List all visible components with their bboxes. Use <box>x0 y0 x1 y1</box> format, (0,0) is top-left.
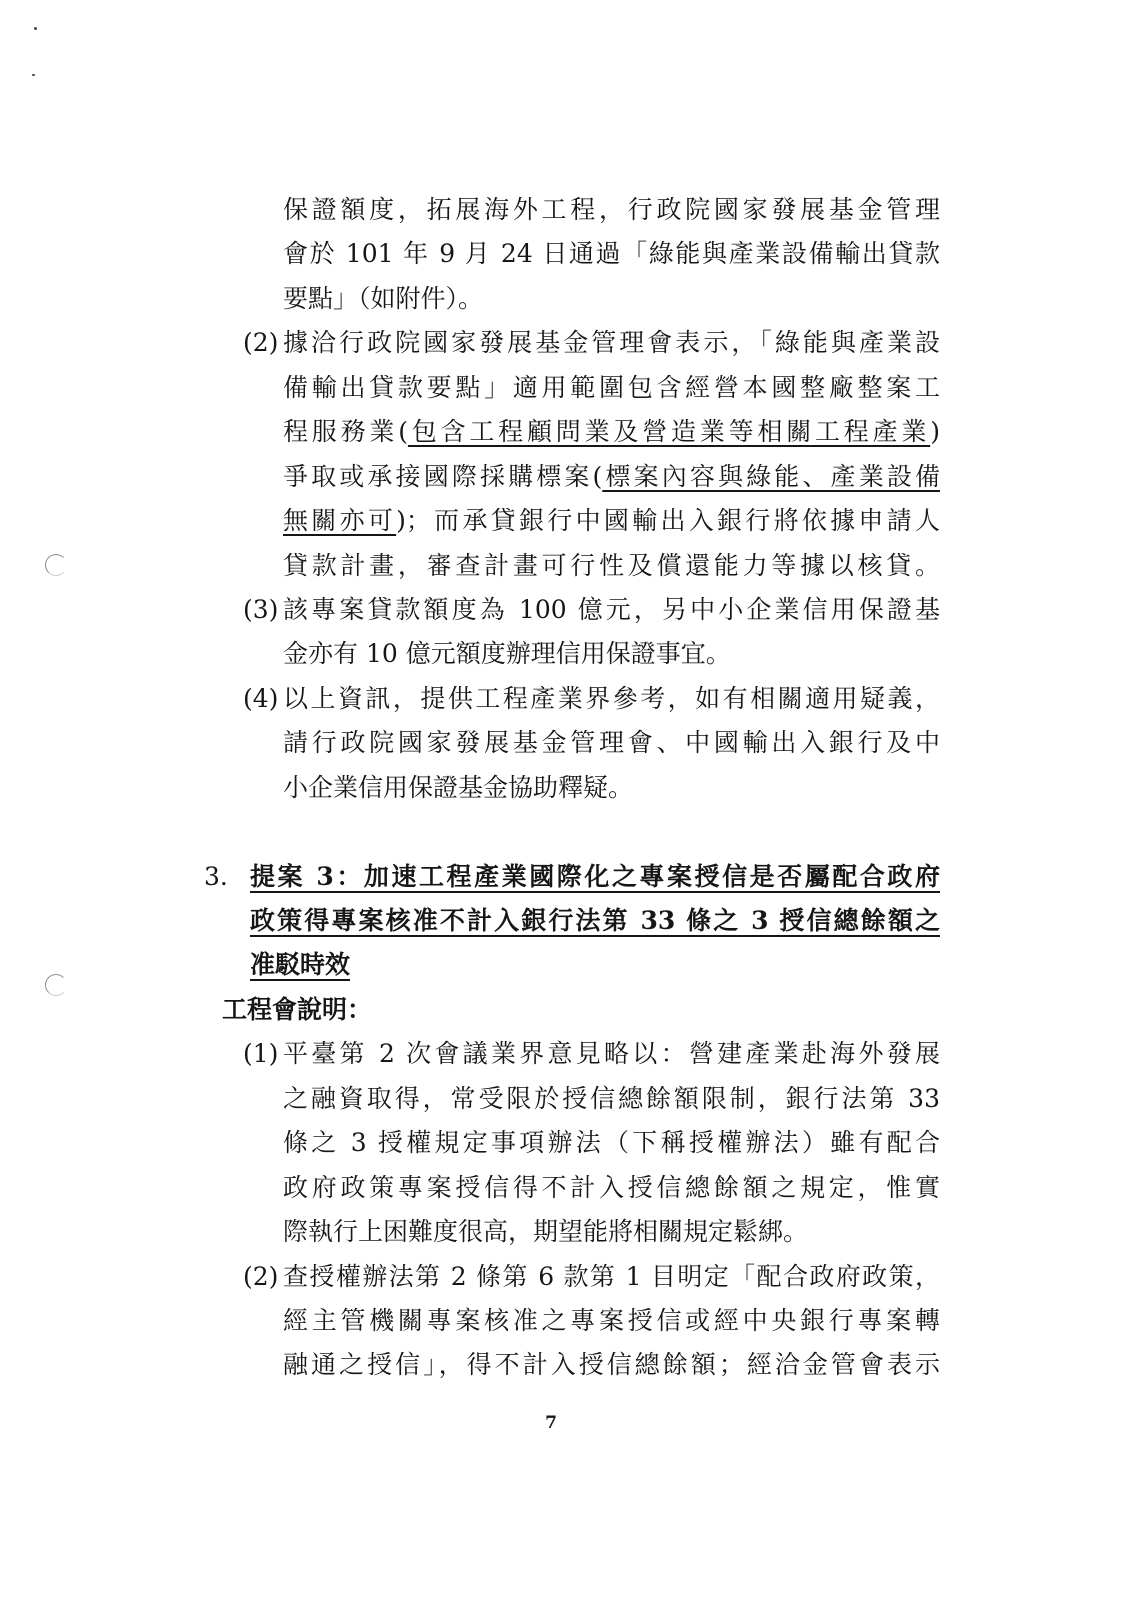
text-line <box>0 277 1131 321</box>
paragraph-line <box>283 455 940 499</box>
blank-line <box>0 810 1131 854</box>
paragraph-line: 查授權辦法第 2 條第 6 款第 1 目明定「配合政府政策， <box>283 1261 940 1291</box>
text-line <box>0 232 1131 276</box>
text-line <box>0 1343 1131 1387</box>
text-line <box>0 1121 1131 1165</box>
scan-speck <box>32 74 35 76</box>
proposal-item-1 <box>0 1032 1131 1076</box>
text-line <box>0 899 1131 943</box>
proposal-heading <box>0 855 1131 899</box>
paragraph-line: 政府政策專案授信得不計入授信總餘額之規定，惟實 <box>283 1172 940 1202</box>
explanation-label: 工程會說明： <box>222 994 373 1024</box>
text-line <box>0 1210 1131 1254</box>
item-marker: (4) <box>243 683 279 713</box>
text-line <box>0 1077 1131 1121</box>
proposal-title-line: 准駁時效 <box>250 950 351 980</box>
paragraph-line: 際執行上困難度很高，期望能將相關規定鬆綁。 <box>283 1217 809 1247</box>
text-line <box>0 766 1131 810</box>
proposal-title-line: 提案 3：加速工程產業國際化之專案授信是否屬配合政府 <box>250 861 940 891</box>
text-line <box>0 544 1131 588</box>
text-line <box>0 943 1131 987</box>
paragraph-line: 小企業信用保證基金協助釋疑。 <box>283 772 634 802</box>
paragraph-line: 據洽行政院國家發展基金管理會表示，「綠能與產業設 <box>283 328 940 358</box>
text-line <box>0 988 1131 1032</box>
document-body <box>0 188 1131 1388</box>
text-line <box>0 366 1131 410</box>
text-line <box>0 410 1131 454</box>
text-line <box>0 188 1131 232</box>
paragraph-line: 要點」（如附件）。 <box>283 283 484 313</box>
text-line <box>0 455 1131 499</box>
paragraph-line: 請行政院國家發展基金管理會、中國輸出入銀行及中 <box>283 728 940 758</box>
paragraph-line: 該專案貸款額度為 100 億元，另中小企業信用保證基 <box>283 594 940 624</box>
text-line <box>0 1166 1131 1210</box>
paragraph-line: 備輸出貸款要點」適用範圍包含經營本國整廠整案工 <box>283 372 940 402</box>
text-line <box>0 632 1131 676</box>
underlined-segment: 無關亦可 <box>283 506 397 536</box>
paragraph-line: 金亦有 10 億元額度辦理信用保證事宜。 <box>283 639 731 669</box>
paragraph-line: 經主管機關專案核准之專案授信或經中央銀行專案轉 <box>283 1305 940 1335</box>
text-line <box>0 499 1131 543</box>
underlined-segment: 包含工程顧問業及營造業等相關工程產業 <box>407 417 931 447</box>
paragraph-line: 之融資取得，常受限於授信總餘額限制，銀行法第 33 <box>283 1083 940 1113</box>
paragraph-line: 以上資訊，提供工程產業界參考，如有相關適用疑義， <box>283 683 940 713</box>
proposal-number: 3. <box>204 861 228 891</box>
paragraph-line: 條之 3 授權規定事項辦法（下稱授權辦法）雖有配合 <box>283 1128 940 1158</box>
text-segment: ) <box>930 417 940 447</box>
paragraph-line: 貸款計畫，審查計畫可行性及償還能力等據以核貸。 <box>283 550 940 580</box>
list-item-4 <box>0 677 1131 721</box>
item-marker: (1) <box>243 1039 279 1069</box>
text-line <box>0 721 1131 765</box>
paragraph-line: 平臺第 2 次會議業界意見略以：營建產業赴海外發展 <box>283 1039 940 1069</box>
item-marker: (3) <box>243 594 279 624</box>
paragraph-line: 會於 101 年 9 月 24 日通過「綠能與產業設備輸出貸款 <box>283 239 940 269</box>
paragraph-line <box>283 410 940 454</box>
text-segment: 爭取或承接國際採購標案( <box>283 461 603 491</box>
underlined-segment: 標案內容與綠能、產業設備 <box>602 461 940 491</box>
list-item-3 <box>0 588 1131 632</box>
page-number: 7 <box>545 1413 557 1433</box>
proposal-title-line: 政策得專案核准不計入銀行法第 33 條之 3 授信總餘額之 <box>250 906 940 935</box>
text-line <box>0 1299 1131 1343</box>
item-marker: (2) <box>243 328 279 358</box>
paragraph-line <box>283 499 940 543</box>
paragraph-line: 融通之授信」，得不計入授信總餘額；經洽金管會表示 <box>283 1350 940 1380</box>
text-segment: 程服務業( <box>283 417 408 447</box>
list-item-2 <box>0 321 1131 365</box>
proposal-item-2 <box>0 1255 1131 1299</box>
item-marker: (2) <box>243 1261 279 1291</box>
scan-speck <box>34 27 37 30</box>
paragraph-line: 保證額度，拓展海外工程，行政院國家發展基金管理 <box>283 195 940 224</box>
text-segment: )；而承貸銀行中國輸出入銀行將依據申請人 <box>396 506 940 536</box>
